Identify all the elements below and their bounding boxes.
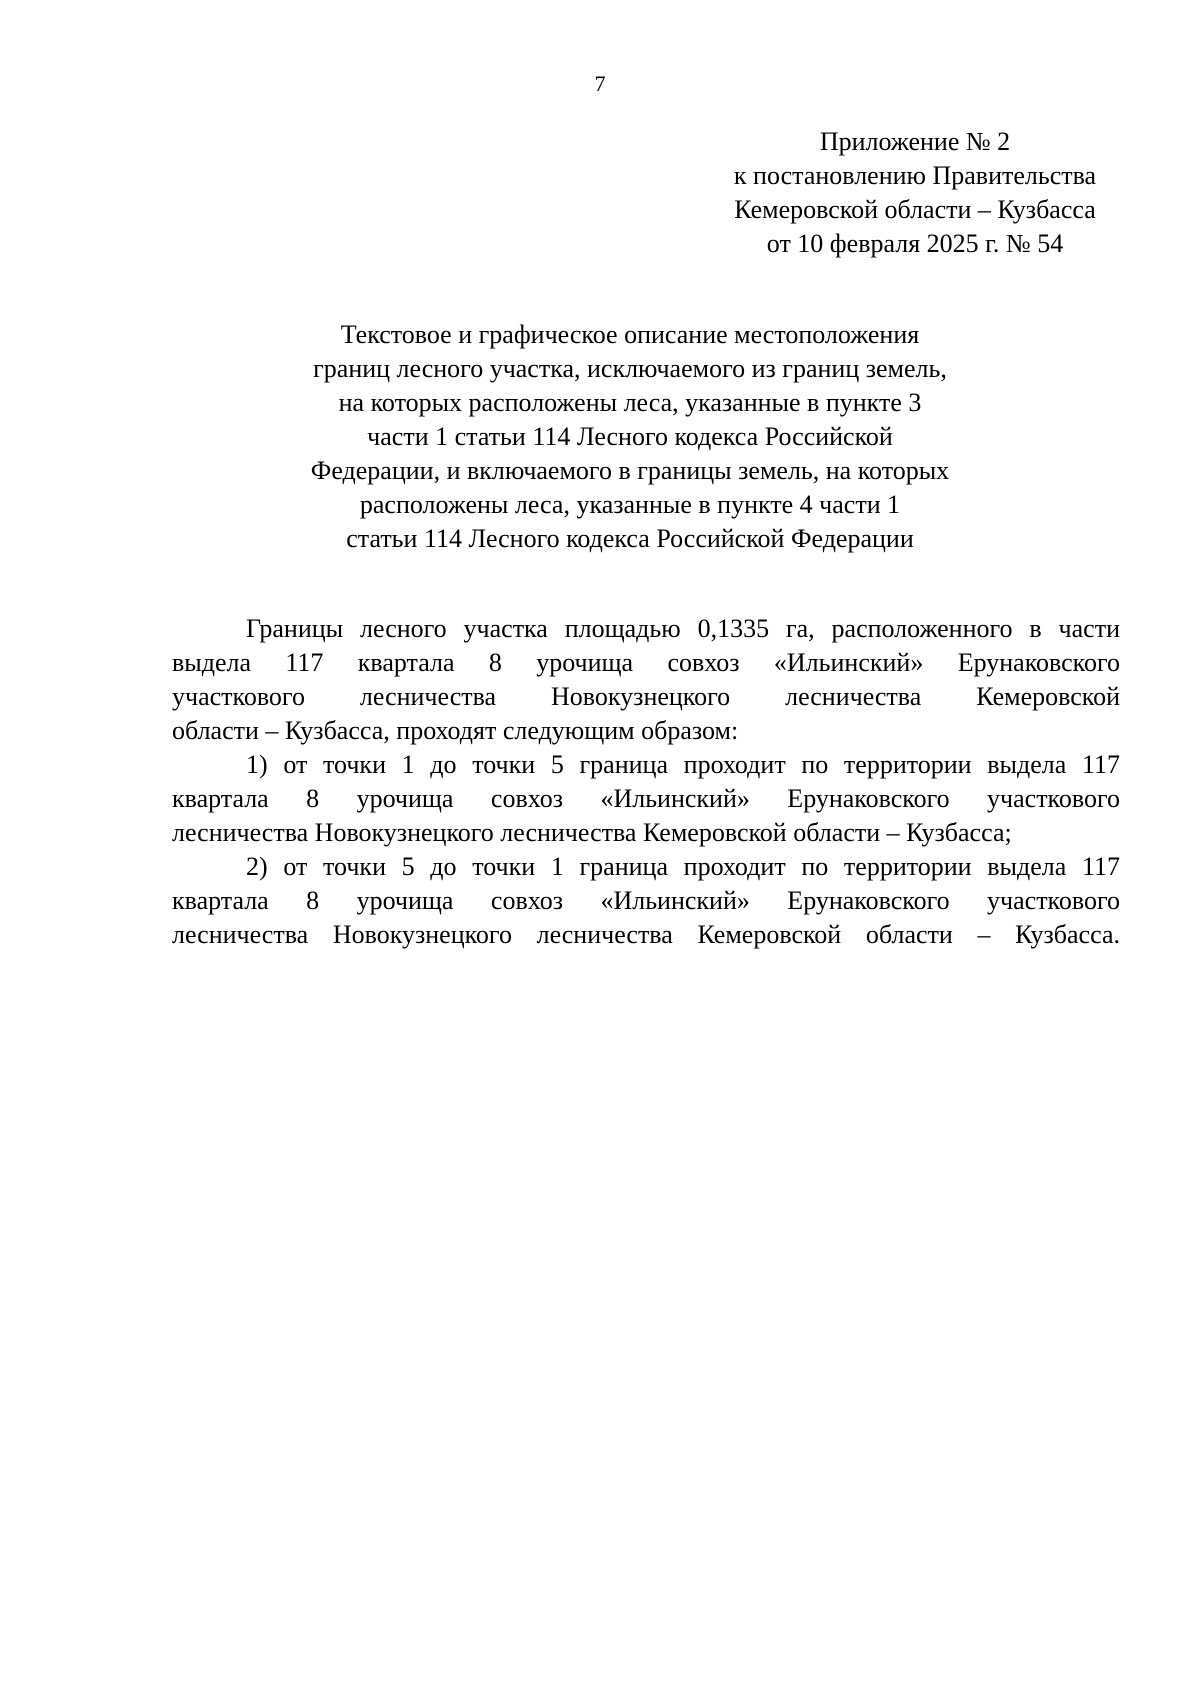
document-body [172,612,1120,952]
title-line: части 1 статьи 114 Лесного кодекса Российской [367,422,893,451]
title-line: на которых расположены леса, указанные в пункте 3 [338,388,922,417]
appendix-line: к постановлению Правительства [733,161,1097,190]
body-line: квартала 8 урочища совхоз «Ильинский» Ерунаковского участкового [172,886,1120,915]
body-line: квартала 8 урочища совхоз «Ильинский» Ерунаковского участкового [172,784,1120,813]
title-line: расположены леса, указанные в пункте 4 части 1 [359,490,901,519]
body-line: участкового лесничества Новокузнецкого лесничества Кемеровской [172,682,1120,711]
body-line: лесничества Новокузнецкого лесничества Кемеровской области – Кузбасса; [172,818,1012,847]
body-line: лесничества Новокузнецкого лесничества Кемеровской области – Кузбасса. [172,920,1120,949]
document-title [170,318,1090,556]
intro-paragraph [172,612,1120,748]
title-line: статьи 114 Лесного кодекса Российской Федерации [346,524,914,553]
appendix-line: от 10 февраля 2025 г. № 54 [766,229,1064,258]
body-line: области – Кузбасса, проходят следующим образом: [172,716,739,745]
item-2-paragraph [172,850,1120,952]
body-line: Границы лесного участка площадью 0,1335 га, расположенного в части [246,614,1120,643]
appendix-header [695,125,1135,261]
appendix-line: Кемеровской области – Кузбасса [734,195,1096,224]
page-number: 7 [594,71,606,96]
body-line: 1) от точки 1 до точки 5 граница проходит по территории выдела 117 [246,750,1120,779]
body-line: выдела 117 квартала 8 урочища совхоз «Ильинский» Ерунаковского [172,648,1120,677]
title-line: Федерации, и включаемого в границы земель, на которых [310,456,950,485]
item-1-paragraph [172,748,1120,850]
appendix-line: Приложение № 2 [819,127,1011,156]
title-line: границ лесного участка, исключаемого из границ земель, [313,354,947,383]
title-line: Текстовое и графическое описание местоположения [340,320,920,349]
body-line: 2) от точки 5 до точки 1 граница проходит по территории выдела 117 [246,852,1120,881]
